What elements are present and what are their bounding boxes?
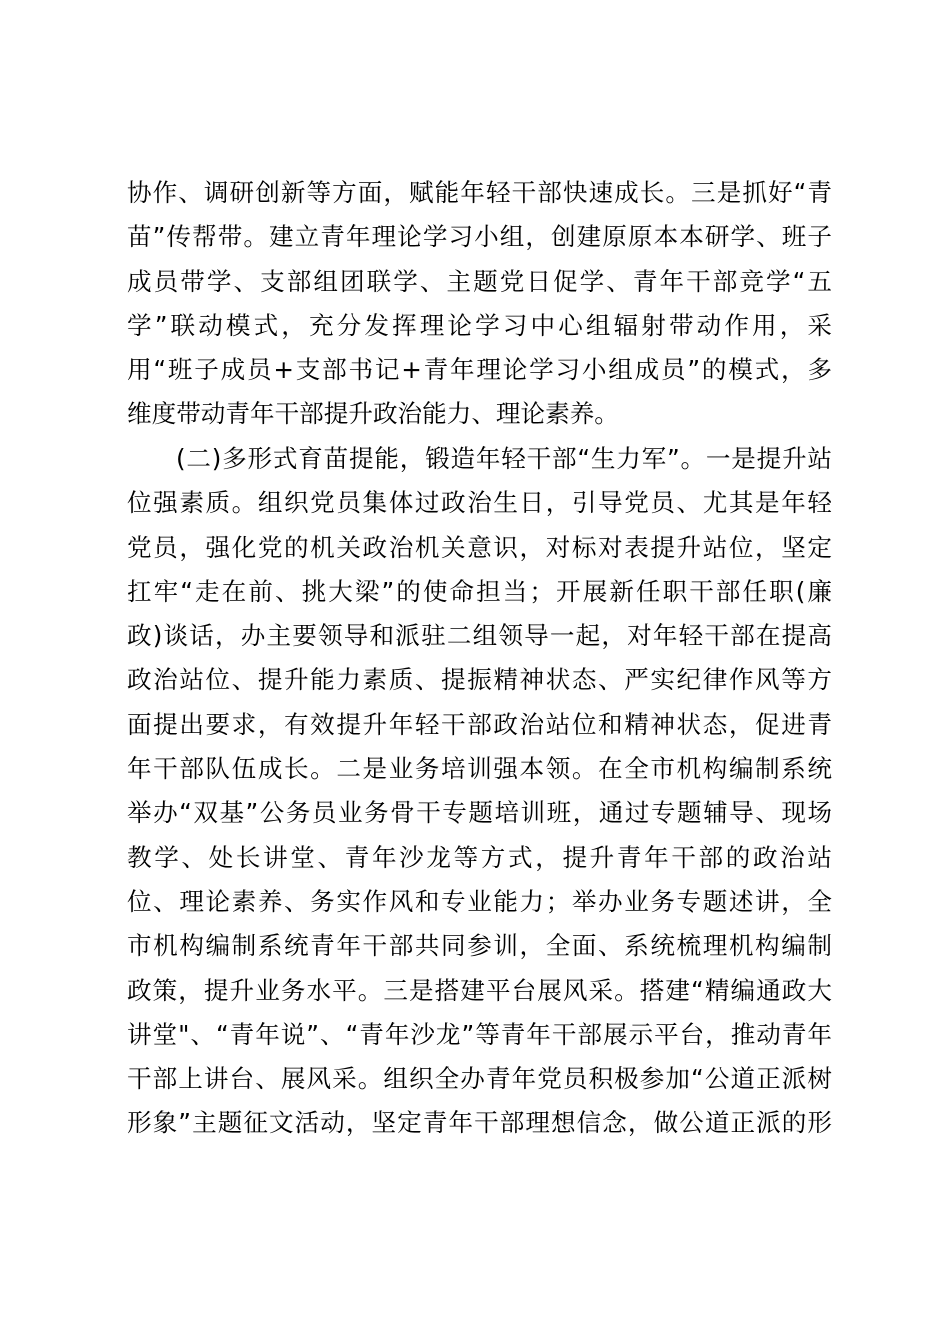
- paragraph-line: 维度带动青年干部提升政治能力、理论素养。: [127, 399, 619, 429]
- paragraph-2: [127, 437, 832, 1146]
- paragraph-line: 扛牢“走在前、挑大梁”的使命担当；开展新任职干部任职(廉: [127, 576, 832, 606]
- paragraph-line: 干部上讲台、展风采。组织全办青年党员积极参加“公道正派树: [127, 1064, 832, 1094]
- paragraph-line: 形象”主题征文活动，坚定青年干部理想信念，做公道正派的形: [127, 1108, 832, 1138]
- paragraph-line: 政治站位、提升能力素质、提振精神状态、严实纪律作风等方: [127, 665, 832, 695]
- paragraph-line: 苗”传帮带。建立青年理论学习小组，创建原原本本研学、班子: [127, 222, 832, 252]
- paragraph-line: 年干部队伍成长。二是业务培训强本领。在全市机构编制系统: [127, 754, 832, 784]
- paragraph-line: 用“班子成员+支部书记+青年理论学习小组成员”的模式，多: [127, 355, 832, 385]
- paragraph-line: 协作、调研创新等方面，赋能年轻干部快速成长。三是抓好“青: [127, 178, 832, 207]
- paragraph-line: 讲堂"、“青年说”、“青年沙龙”等青年干部展示平台，推动青年: [127, 1019, 832, 1049]
- paragraph-line: 学”联动模式，充分发挥理论学习中心组辐射带动作用，采: [127, 310, 832, 340]
- paragraph-line: 市机构编制系统青年干部共同参训，全面、系统梳理机构编制: [127, 931, 832, 961]
- paragraph-line: 政)谈话，办主要领导和派驻二组领导一起，对年轻干部在提高: [127, 621, 832, 651]
- paragraph-line: 教学、处长讲堂、青年沙龙等方式，提升青年干部的政治站: [127, 842, 832, 872]
- paragraph-1: [127, 171, 832, 437]
- paragraph-line: 党员，强化党的机关政治机关意识，对标对表提升站位，坚定: [127, 532, 832, 562]
- paragraph-line: 位、理论素养、务实作风和专业能力；举办业务专题述讲，全: [127, 886, 832, 916]
- paragraph-line: 面提出要求，有效提升年轻干部政治站位和精神状态，促进青: [127, 709, 832, 739]
- paragraph-line: 举办“双基”公务员业务骨干专题培训班，通过专题辅导、现场: [127, 798, 832, 828]
- paragraph-line: 政策，提升业务水平。三是搭建平台展风采。搭建“精编通政大: [127, 975, 832, 1005]
- paragraph-line: 成员带学、支部组团联学、主题党日促学、青年干部竞学“五: [127, 266, 832, 296]
- paragraph-line: 位强素质。组织党员集体过政治生日，引导党员、尤其是年轻: [127, 488, 832, 518]
- paragraph-line: (二)多形式育苗提能，锻造年轻干部“生力军”。一是提升站: [176, 444, 832, 473]
